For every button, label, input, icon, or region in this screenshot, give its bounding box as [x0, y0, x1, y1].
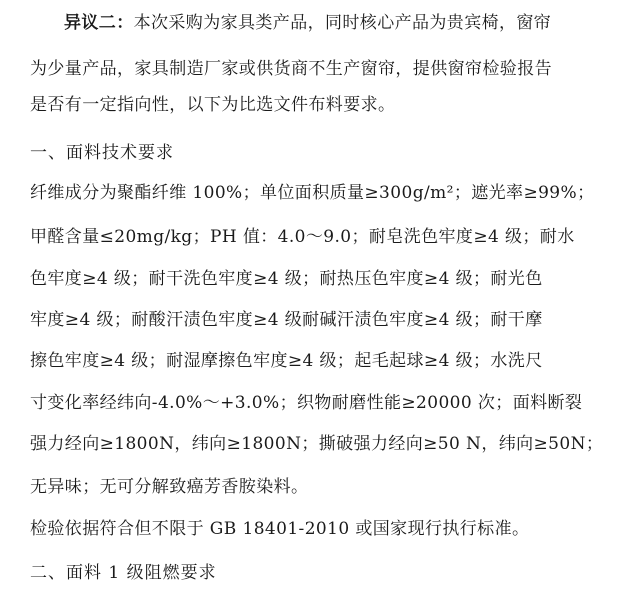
objection-text: 本次采购为家具类产品，同时核心产品为贵宾椅，窗帘 [133, 13, 552, 33]
fabric-spec-line: 牢度≥4 级；耐酸汗渍色牢度≥4 级耐碱汗渍色牢度≥4 级；耐干摩 [30, 310, 543, 330]
fabric-spec-line: 甲醛含量≤20mg/kg；PH 值：4.0～9.0；耐皂洗色牢度≥4 级；耐水 [30, 227, 575, 247]
fabric-spec-line: 色牢度≥4 级；耐干洗色牢度≥4 级；耐热压色牢度≥4 级；耐光色 [30, 269, 543, 289]
objection-label: 异议二： [64, 13, 134, 33]
inspection-standard-text: 检验依据符合但不限于 GB 18401-2010 或国家现行执行标准。 [30, 519, 530, 539]
section-heading-flame-retardant: 二、面料 1 级阻燃要求 [30, 563, 217, 583]
fabric-spec-line: 强力经向≥1800N，纬向≥1800N；撕破强力经向≥50 N，纬向≥50N； [30, 434, 604, 454]
fabric-spec-line: 无异味；无可分解致癌芳香胺染料。 [30, 477, 309, 497]
objection-paragraph-line-3: 是否有一定指向性，以下为比选文件布料要求。 [30, 95, 396, 115]
objection-paragraph-line-2: 为少量产品，家具制造厂家或供货商不生产窗帘，提供窗帘检验报告 [30, 59, 552, 79]
fabric-spec-line: 纤维成分为聚酯纤维 100%；单位面积质量≥300g/m²；遮光率≥99%； [30, 183, 595, 203]
section-heading-fabric-technical-requirements: 一、面料技术要求 [30, 143, 174, 163]
objection-paragraph-line-1 [64, 12, 596, 34]
fabric-spec-line: 寸变化率经纬向-4.0%～+3.0%；织物耐磨性能≥20000 次；面料断裂 [30, 393, 583, 413]
fabric-spec-line: 擦色牢度≥4 级；耐湿摩擦色牢度≥4 级；起毛起球≥4 级；水洗尺 [30, 351, 543, 371]
